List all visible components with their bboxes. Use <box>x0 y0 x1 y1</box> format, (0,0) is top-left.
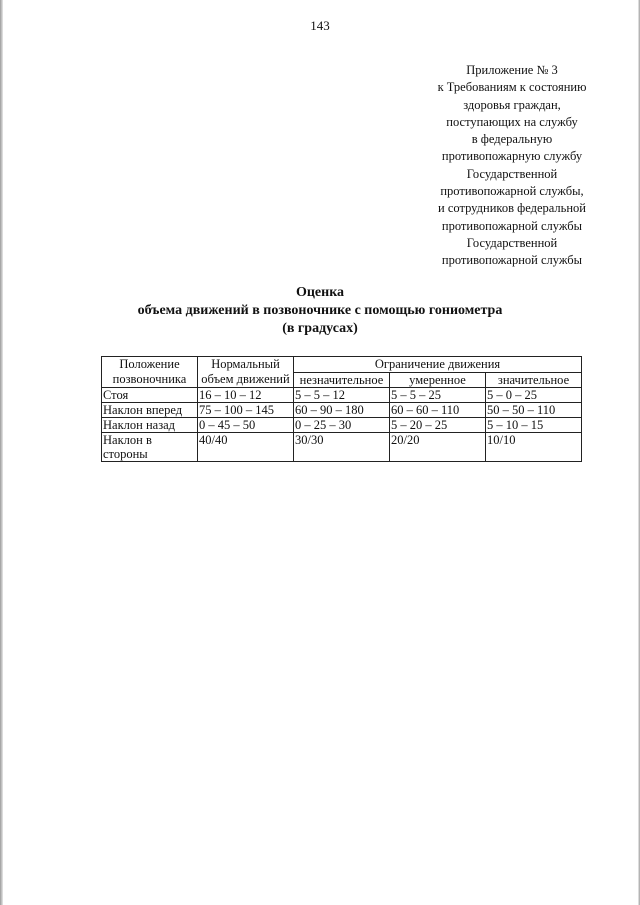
header-normal-line: объем движений <box>201 372 290 386</box>
table-cell: 0 – 45 – 50 <box>198 418 294 433</box>
table-header-row <box>102 357 582 373</box>
table-cell: 5 – 20 – 25 <box>390 418 486 433</box>
table-cell: 5 – 10 – 15 <box>486 418 582 433</box>
table-cell: 30/30 <box>294 433 390 462</box>
header-slight: незначительное <box>294 372 390 388</box>
table-cell: Наклон назад <box>102 418 198 433</box>
table-cell: 10/10 <box>486 433 582 462</box>
appendix-line: и сотрудников федеральной <box>438 201 586 216</box>
header-position-line: позвоночника <box>112 372 187 386</box>
appendix-line: поступающих на службу <box>446 114 578 129</box>
page-edge-left <box>0 0 3 905</box>
title-line: Оценка <box>295 285 345 300</box>
appendix-line: Государственной <box>466 166 558 181</box>
appendix-line: Государственной <box>466 235 558 250</box>
appendix-note <box>420 62 604 270</box>
table-cell: 5 – 5 – 25 <box>390 388 486 403</box>
header-moderate: умеренное <box>390 372 486 388</box>
appendix-line: противопожарной службы <box>441 253 583 268</box>
appendix-line: противопожарной службы, <box>440 184 584 199</box>
appendix-line: к Требованиям к состоянию <box>437 80 587 95</box>
appendix-line: в федеральную <box>471 132 553 147</box>
appendix-line: здоровья граждан, <box>463 97 561 112</box>
table-cell: 60 – 90 – 180 <box>294 403 390 418</box>
table-row <box>102 388 582 403</box>
header-position-line: Положение <box>119 357 180 371</box>
table-cell: Наклон вперед <box>102 403 198 418</box>
table-cell: Стоя <box>102 388 198 403</box>
table-cell: 75 – 100 – 145 <box>198 403 294 418</box>
table-cell: 20/20 <box>390 433 486 462</box>
table-row <box>102 403 582 418</box>
goniometer-table <box>101 356 582 462</box>
title-line: объема движений в позвоночнике с помощью гониометра <box>137 303 503 318</box>
document-title <box>0 284 640 338</box>
header-normal-range <box>198 357 294 388</box>
appendix-line: противопожарную службу <box>441 149 583 164</box>
header-position <box>102 357 198 388</box>
table-cell: 5 – 5 – 12 <box>294 388 390 403</box>
header-limitation-group: Ограничение движения <box>294 357 582 373</box>
page-number: 143 <box>310 18 330 33</box>
table-cell: 40/40 <box>198 433 294 462</box>
table-cell: 50 – 50 – 110 <box>486 403 582 418</box>
title-line: (в градусах) <box>282 321 358 336</box>
table-cell: Наклон в стороны <box>102 433 198 462</box>
table-row <box>102 433 582 462</box>
table-cell: 16 – 10 – 12 <box>198 388 294 403</box>
header-significant: значительное <box>486 372 582 388</box>
table-cell: 60 – 60 – 110 <box>390 403 486 418</box>
table-row <box>102 418 582 433</box>
appendix-line: противопожарной службы <box>441 218 583 233</box>
appendix-line: Приложение № 3 <box>466 63 558 77</box>
table-cell: 5 – 0 – 25 <box>486 388 582 403</box>
header-normal-line: Нормальный <box>211 357 280 371</box>
table-cell: 0 – 25 – 30 <box>294 418 390 433</box>
